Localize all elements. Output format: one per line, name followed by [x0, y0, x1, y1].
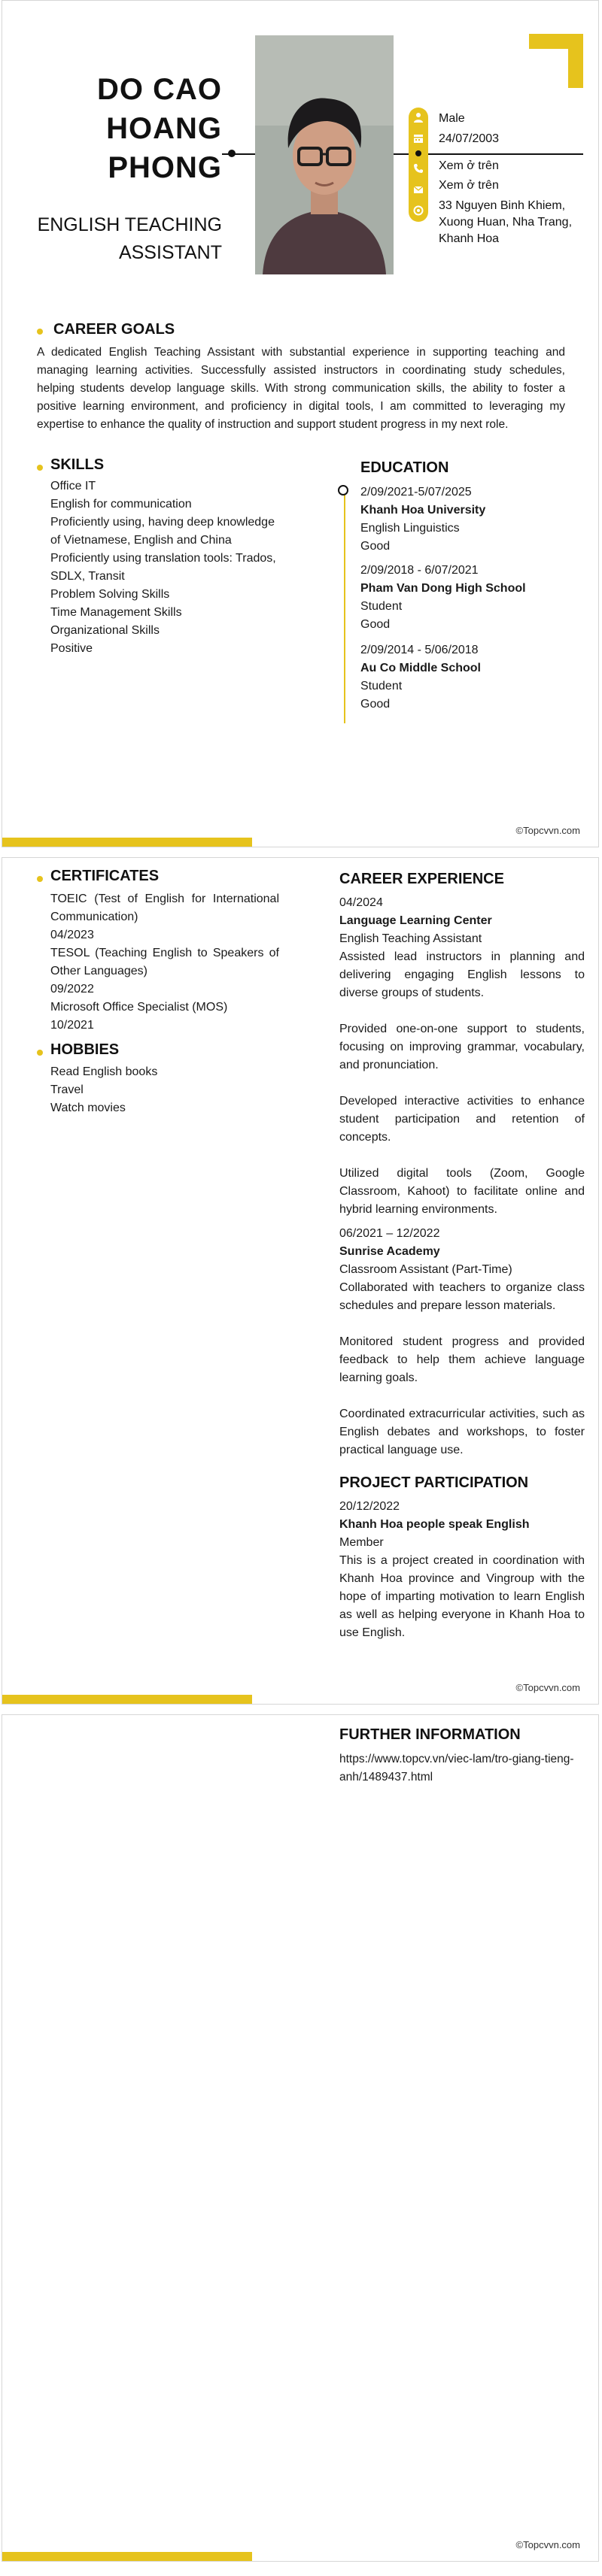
phone-value: Xem ở trên — [439, 159, 499, 172]
phone-icon — [413, 163, 424, 174]
career-goals-text: A dedicated English Teaching Assistant with substantial experience in supporting teaching and managing learning activities. Successfully assisted instructors in coordinating study schedules, helping students develop language skills. With strong communication skills, the ability to foster a positive learning environment, and proficiency in digital tools, I am committed to leveraging my expertise to enhance the quality of instruction and support student progress in my next role. — [37, 346, 565, 431]
experience-paragraph: Provided one-on-one support to students, focusing on improving grammar, vocabulary, and pronunciation. — [339, 1023, 585, 1071]
education-grade: Good — [360, 618, 391, 631]
experience-paragraph: Developed interactive activities to enhance student participation and retention of concepts. — [339, 1095, 585, 1144]
footer-accent-bar — [2, 1695, 252, 1704]
education-grade: Good — [360, 698, 391, 711]
education-entry — [360, 641, 579, 714]
experience-paragraph: Coordinated extracurricular activities, such as English debates and workshops, to foster practical language use. — [339, 1408, 585, 1456]
education-period: 2/09/2014 - 5/06/2018 — [360, 644, 479, 656]
cv-page-2 — [2, 857, 599, 1705]
skill-item: English for communication — [50, 498, 192, 511]
gender-value: Male — [439, 112, 465, 125]
certificates-bullet — [37, 876, 43, 882]
further-info-title: FURTHER INFORMATION — [339, 1726, 521, 1743]
experience-entry — [339, 1225, 585, 1459]
skill-item: Proficiently using translation tools: Trados, SDLX, Transit — [50, 552, 276, 583]
experience-paragraph: Assisted lead instructors in planning and delivering engaging English lessons to diverse groups of students. — [339, 950, 585, 999]
footer-brand: ©Topcvvn.com — [515, 2539, 580, 2550]
education-major: Student — [360, 600, 403, 613]
project-title: PROJECT PARTICIPATION — [339, 1474, 529, 1491]
certificate-name: TESOL (Teaching English to Speakers of Other Languages) — [50, 947, 279, 977]
skill-item: Problem Solving Skills — [50, 588, 170, 601]
candidate-role: ENGLISH TEACHING ASSISTANT — [37, 214, 222, 263]
profile-photo-illustration — [255, 35, 394, 274]
skill-item: Time Management Skills — [50, 606, 182, 619]
education-period: 2/09/2018 - 6/07/2021 — [360, 564, 479, 577]
hobbies-bullet — [37, 1050, 43, 1056]
certificate-name: Microsoft Office Specialist (MOS) — [50, 1001, 228, 1014]
education-school: Au Co Middle School — [360, 662, 481, 674]
education-title: EDUCATION — [360, 459, 449, 476]
project-date: 20/12/2022 — [339, 1500, 400, 1513]
hobbies-title: HOBBIES — [50, 1041, 120, 1058]
education-school: Khanh Hoa University — [360, 504, 486, 517]
experience-company: Sunrise Academy — [339, 1245, 440, 1258]
education-school: Pham Van Dong High School — [360, 582, 526, 595]
project-entry — [339, 1498, 585, 1642]
experience-entry — [339, 894, 585, 1219]
email-icon — [413, 184, 424, 195]
timeline-dot — [415, 150, 422, 157]
divider-dot — [228, 150, 236, 157]
education-timeline — [344, 494, 345, 723]
career-goals-title: CAREER GOALS — [53, 321, 175, 338]
corner-accent — [529, 34, 583, 88]
experience-date: 06/2021 – 12/2022 — [339, 1227, 440, 1240]
candidate-name: DO CAO HOANG PHONG — [97, 73, 222, 184]
experience-paragraph: Utilized digital tools (Zoom, Google Classroom, Kahoot) to facilitate online and hybrid learning environments. — [339, 1167, 585, 1216]
education-period: 2/09/2021-5/07/2025 — [360, 486, 472, 499]
cv-page-1 — [2, 0, 599, 847]
skills-title: SKILLS — [50, 456, 105, 473]
footer-brand: ©Topcvvn.com — [515, 1682, 580, 1693]
education-grade: Good — [360, 540, 391, 553]
profile-photo — [255, 35, 394, 274]
further-info-url[interactable]: https://www.topcv.vn/viec-lam/tro-giang-tieng-anh/1489437.html — [339, 1753, 574, 1784]
education-major: English Linguistics — [360, 522, 460, 535]
calendar-icon — [413, 133, 424, 144]
experience-position: Classroom Assistant (Part-Time) — [339, 1263, 512, 1276]
hobby-item: Travel — [50, 1083, 84, 1096]
skills-list — [50, 477, 284, 658]
skill-item: Proficiently using, having deep knowledge of Vietnamese, English and China — [50, 516, 275, 547]
location-icon — [413, 205, 424, 216]
certificate-date: 04/2023 — [50, 929, 94, 941]
skills-bullet — [37, 465, 43, 471]
experience-date: 04/2024 — [339, 896, 383, 909]
hobbies-list — [50, 1063, 276, 1117]
hobby-item: Watch movies — [50, 1102, 126, 1114]
certificates-title: CERTIFICATES — [50, 868, 160, 884]
project-description: This is a project created in coordination with Khanh Hoa province and Vingroup with the hope of imparting motivation to learn English as well as helping everyone in Khanh Hoa to use English. — [339, 1554, 585, 1639]
experience-paragraph: Monitored student progress and provided feedback to help them achieve language learning goals. — [339, 1335, 585, 1384]
skill-item: Organizational Skills — [50, 624, 160, 637]
contact-icon-strip — [409, 108, 428, 222]
email-value: Xem ở trên — [439, 179, 499, 192]
education-timeline-marker — [338, 485, 348, 496]
education-major: Student — [360, 680, 403, 692]
hobby-item: Read English books — [50, 1065, 158, 1078]
footer-accent-bar — [2, 838, 252, 847]
education-entry — [360, 483, 579, 556]
experience-position: English Teaching Assistant — [339, 932, 482, 945]
birthdate-value: 24/07/2003 — [439, 132, 500, 145]
certificate-date: 09/2022 — [50, 983, 94, 996]
career-goals-bullet — [37, 329, 43, 335]
experience-title: CAREER EXPERIENCE — [339, 871, 504, 887]
experience-company: Language Learning Center — [339, 914, 492, 927]
skill-item: Positive — [50, 642, 93, 655]
divider-left — [222, 153, 255, 155]
experience-paragraph: Collaborated with teachers to organize class schedules and prepare lesson materials. — [339, 1281, 585, 1312]
address-value: 33 Nguyen Binh Khiem, Xuong Huan, Nha Trang, Khanh Hoa — [439, 199, 573, 245]
cv-page-3 — [2, 1714, 599, 2562]
certificate-date: 10/2021 — [50, 1019, 94, 1032]
certificates-list — [50, 890, 279, 1035]
project-role: Member — [339, 1536, 384, 1549]
education-entry — [360, 562, 579, 634]
person-icon — [413, 112, 424, 123]
footer-brand: ©Topcvvn.com — [515, 825, 580, 836]
skill-item: Office IT — [50, 480, 96, 492]
project-name: Khanh Hoa people speak English — [339, 1518, 530, 1531]
certificate-name: TOEIC (Test of English for International Communication) — [50, 893, 279, 923]
footer-accent-bar — [2, 2552, 252, 2561]
